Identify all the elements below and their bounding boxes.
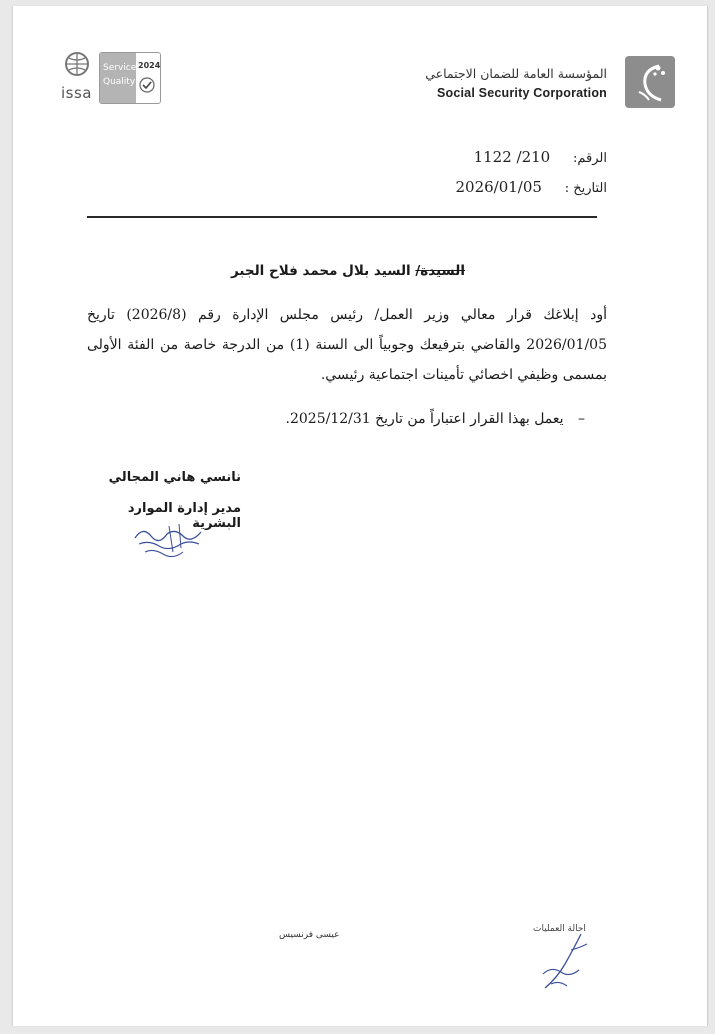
corp-name-ar: المؤسسة العامة للضمان الاجتماعي xyxy=(425,66,607,81)
copy-to-right: احالة العمليات xyxy=(533,924,586,934)
clause-dash: – xyxy=(578,411,585,427)
reference-number-label: الرقم: xyxy=(573,151,607,166)
addressee-name: السيد بلال محمد فلاح الجبر xyxy=(230,263,411,279)
document-page xyxy=(12,6,708,1026)
service-quality-badge xyxy=(99,52,161,104)
reference-number xyxy=(474,148,607,166)
letter-clause xyxy=(286,411,585,427)
letter-body: أود إبلاغك قرار معالي وزير العمل/ رئيس مجلس الإدارة رقم (2026/8) تاريخ 2026/01/05 والقاضي بترفيعك وجوبياً الى السنة (1) من الدرجة خاصة من الفئة الأولى بمسمى وظيفي اخصائي تأمينات اجتماعية رئيسي. xyxy=(87,307,607,383)
addressee xyxy=(231,263,465,279)
issa-label: issa xyxy=(61,84,92,102)
handwritten-signature xyxy=(129,518,209,562)
clause-text: يعمل بهذا القرار اعتباراً من تاريخ 2025/12/31. xyxy=(285,411,564,427)
badge-year: 2024 xyxy=(138,61,161,70)
check-icon xyxy=(139,77,155,93)
signatory-name: نانسي هاني المجالي xyxy=(108,470,241,485)
reference-date-label: التاريخ : xyxy=(564,181,607,196)
header-divider xyxy=(87,216,597,218)
copy-to-left: عيسى فرنسيس xyxy=(279,930,340,940)
ssc-logo-icon xyxy=(625,56,675,108)
addressee-struck-title: السيدة/ xyxy=(415,263,465,279)
badge-line2: Quality xyxy=(103,77,136,87)
corp-name-en: Social Security Corporation xyxy=(436,86,607,100)
reference-date xyxy=(455,178,607,196)
reference-date-value: 2026/01/05 xyxy=(455,178,542,196)
signatory-title: مدير إدارة الموارد البشرية xyxy=(127,501,241,531)
reference-number-value: 210/ 1122 xyxy=(473,148,551,166)
badge-line1: Service xyxy=(103,63,137,73)
handwritten-initials xyxy=(521,930,603,994)
